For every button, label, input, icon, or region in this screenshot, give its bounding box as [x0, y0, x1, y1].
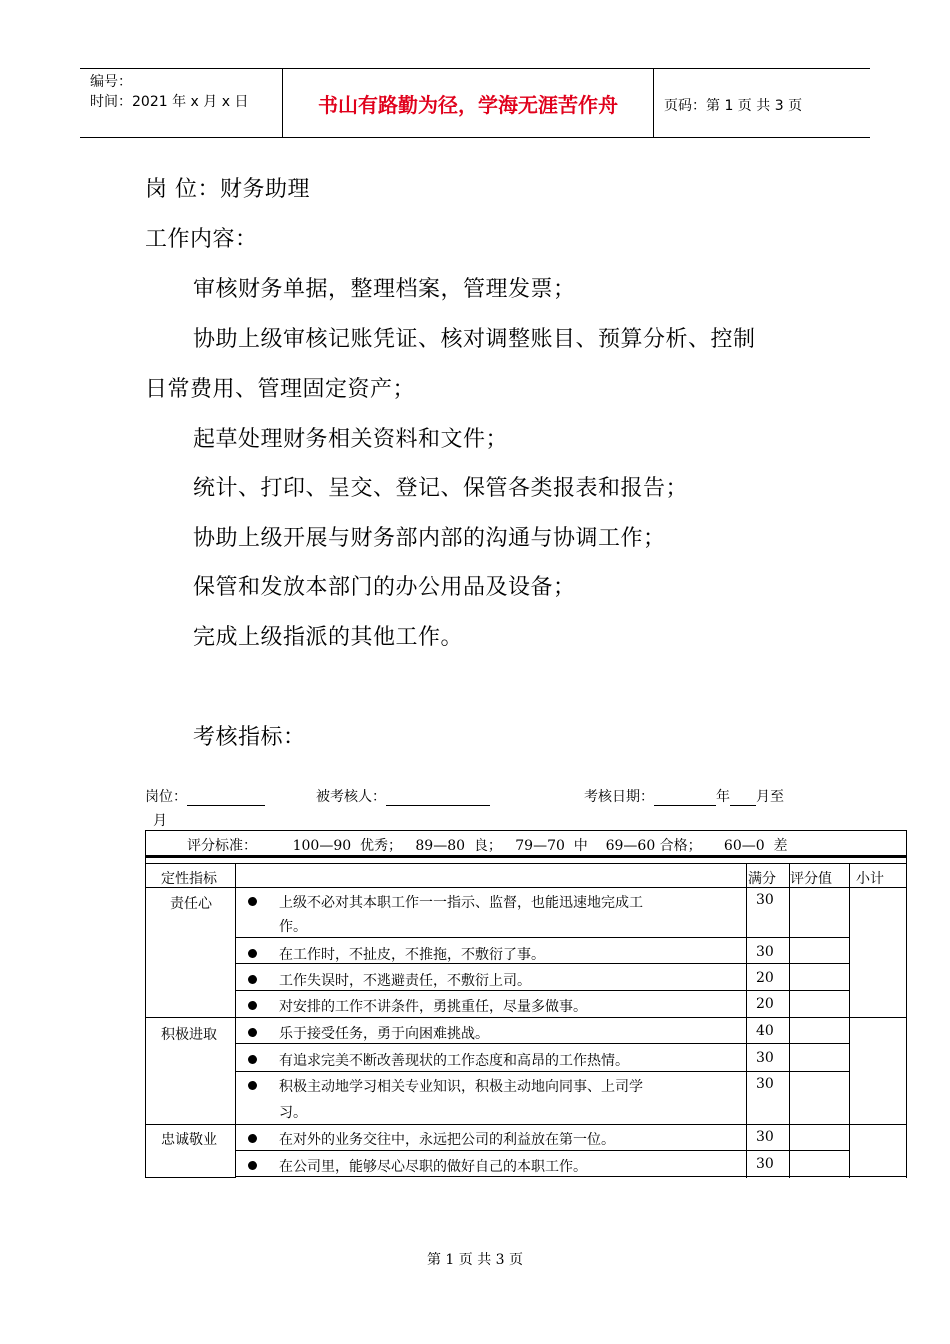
month-label: 月	[153, 813, 167, 829]
bullet-icon	[248, 1134, 257, 1143]
position-field-label: 岗位：	[145, 789, 187, 805]
header-meta-cell	[80, 69, 283, 137]
full-score: 30	[756, 1076, 774, 1092]
indicator-text: 对安排的工作不讲条件，勇挑重任，尽量多做事。	[279, 999, 587, 1015]
page-footer: 第 1 页 共 3 页	[426, 1252, 524, 1268]
date-field	[584, 786, 784, 806]
duty-line: 审核财务单据，整理档案，管理发票；	[193, 277, 576, 302]
assessment-label: 考核指标：	[193, 725, 306, 750]
number-label: 编号：	[90, 74, 132, 90]
assessee-blank[interactable]	[386, 791, 490, 806]
col-header-subtotal: 小计	[856, 871, 884, 887]
col-header-full-score: 满分	[748, 871, 776, 887]
bullet-icon	[248, 1028, 257, 1037]
indicator-text: 乐于接受任务，勇于向困难挑战。	[279, 1026, 489, 1042]
month-blank[interactable]	[730, 791, 756, 806]
indicator-text-cont: 作。	[279, 919, 307, 935]
bullet-icon	[248, 949, 257, 958]
time-label: 时间：2021 年 x 月 x 日	[90, 94, 249, 110]
year-label: 年	[716, 789, 730, 805]
full-score: 30	[756, 944, 774, 960]
indicator-text: 在工作时，不扯皮，不推拖，不敷衍了事。	[279, 947, 545, 963]
header-motto-cell	[283, 69, 654, 137]
assessment-table	[145, 830, 907, 1180]
bullet-icon	[248, 1001, 257, 1010]
bullet-icon	[248, 1081, 257, 1090]
col-header-score: 评分值	[790, 871, 832, 887]
indicator-text: 积极主动地学习相关专业知识，积极主动地向同事、上司学	[279, 1079, 643, 1095]
duty-line: 保管和发放本部门的办公用品及设备；	[193, 575, 576, 600]
scoring-standard: 评分标准： 100—90 优秀； 89—80 良； 79—70 中 69—60 合格； 60—0 差	[187, 838, 788, 854]
full-score: 30	[756, 1156, 774, 1172]
indicator-text-cont: 习。	[279, 1105, 307, 1121]
indicator-text: 上级不必对其本职工作一一指示、监督，也能迅速地完成工	[279, 895, 643, 911]
page-info: 页码：第 1 页 共 3 页	[664, 98, 803, 114]
duty-line: 起草处理财务相关资料和文件；	[193, 427, 509, 452]
year-blank[interactable]	[654, 791, 716, 806]
duty-line: 完成上级指派的其他工作。	[193, 625, 464, 650]
duty-line: 协助上级审核记账凭证、核对调整账目、预算分析、控制	[193, 327, 756, 352]
group-name: 责任心	[170, 896, 212, 912]
indicator-text: 工作失误时，不逃避责任，不敷衍上司。	[279, 973, 531, 989]
duty-line: 统计、打印、呈交、登记、保管各类报表和报告；	[193, 476, 689, 501]
bullet-icon	[248, 1055, 257, 1064]
full-score: 40	[756, 1023, 774, 1039]
full-score: 30	[756, 1129, 774, 1145]
subtotal-input-column[interactable]	[850, 888, 906, 1176]
indicator-text: 有追求完美不断改善现状的工作态度和高昂的工作热情。	[279, 1053, 629, 1069]
bullet-icon	[248, 1161, 257, 1170]
form-meta-row	[145, 786, 265, 806]
group-name: 忠诚敬业	[161, 1132, 217, 1148]
bullet-icon	[248, 975, 257, 984]
date-field-label: 考核日期：	[584, 789, 654, 805]
full-score: 20	[756, 996, 774, 1012]
month-to-label: 月至	[756, 789, 784, 805]
group-name: 积极进取	[161, 1027, 217, 1043]
indicator-text: 在对外的业务交往中，永远把公司的利益放在第一位。	[279, 1132, 615, 1148]
work-content-label: 工作内容：	[145, 227, 258, 252]
col-header-indicator: 定性指标	[161, 871, 217, 887]
full-score: 30	[756, 892, 774, 908]
position-line: 岗 位：财务助理	[145, 177, 310, 202]
assessee-field-label: 被考核人：	[316, 789, 386, 805]
full-score: 30	[756, 1050, 774, 1066]
indicator-text: 在公司里，能够尽心尽职的做好自己的本职工作。	[279, 1159, 587, 1175]
assessee-field	[316, 786, 490, 806]
bullet-icon	[248, 897, 257, 906]
document-header	[80, 68, 870, 138]
position-blank[interactable]	[187, 791, 265, 806]
motto: 书山有路勤为径，学海无涯苦作舟	[318, 92, 618, 117]
duty-line: 协助上级开展与财务部内部的沟通与协调工作；	[193, 526, 666, 551]
full-score: 20	[756, 970, 774, 986]
duty-line: 日常费用、管理固定资产；	[145, 377, 416, 402]
score-input-column[interactable]	[790, 888, 849, 1176]
